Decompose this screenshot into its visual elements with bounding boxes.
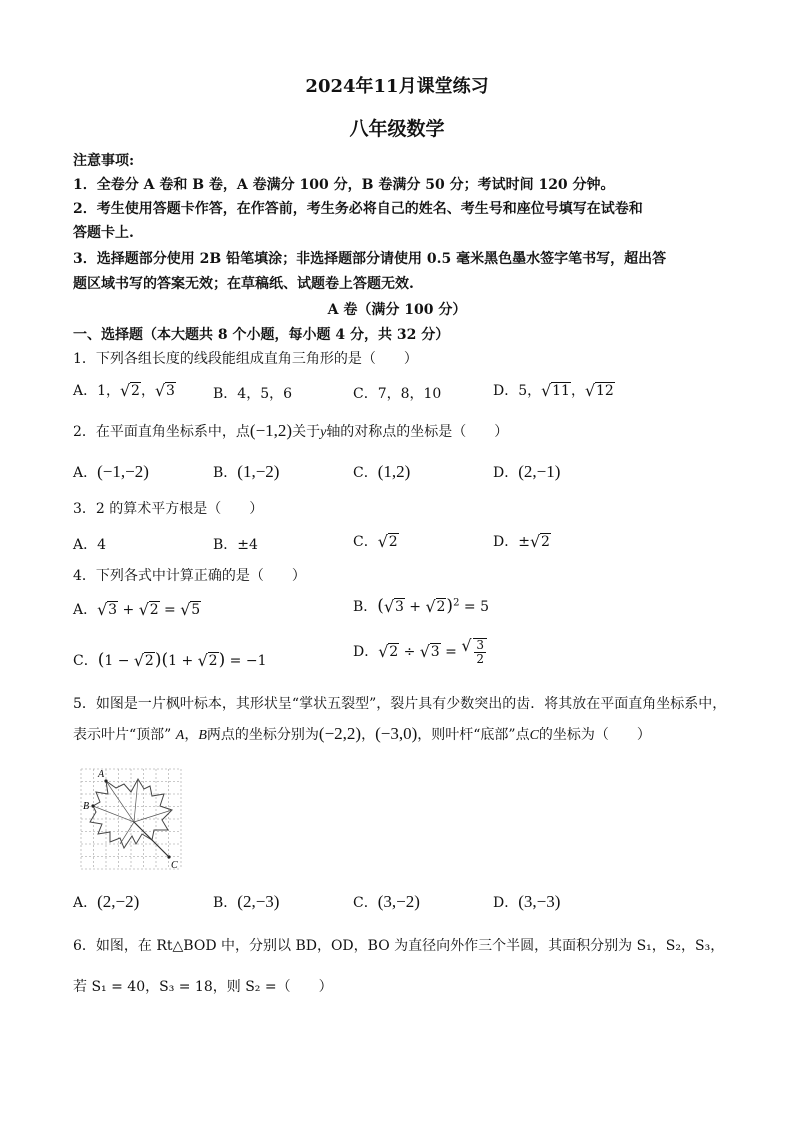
maple-leaf-figure — [76, 764, 186, 874]
label-a: A — [98, 769, 105, 780]
q1-option-a: A．1，√ 2，√ 3 — [73, 380, 176, 400]
question-5-line1: 5．如图是一片枫叶标本，其形状呈“掌状五裂型”，裂片具有少数突出的齿．将其放在平面直角坐标系中， — [73, 696, 727, 712]
q4-option-d: D．√ 2 ÷ √ 3 = √ $\frac{3}{2}$ — [353, 638, 487, 666]
page-subtitle: 八年级数学 — [349, 118, 445, 140]
point-b — [91, 804, 94, 807]
label-c: C — [171, 860, 178, 871]
q2-option-a: A．(−1,−2) — [73, 462, 149, 481]
q3-option-b: B．±4 — [213, 537, 258, 553]
question-3-stem: 3．2 的算术平方根是（ ） — [73, 501, 264, 517]
q1-option-d: D．5，√ 11，√ 12 — [493, 380, 615, 400]
q3-option-a: A．4 — [73, 537, 107, 553]
question-5-line2: 表示叶片“顶部” A，B两点的坐标分别为(−2,2)，(−3,0)，则叶杆“底部”点C的坐标为（ ） — [73, 724, 651, 743]
q1-option-b: B．4，5，6 — [213, 386, 293, 402]
point-a — [104, 779, 107, 782]
label-b: B — [83, 801, 90, 812]
q2-option-d: D．(2,−1) — [493, 462, 561, 481]
q4-option-b: B．(√ 3 + √ 2)$^2$ = 5 — [353, 596, 489, 616]
page-title: 2024年11月课堂练习 — [305, 76, 489, 97]
notice-item: 1．全卷分 A 卷和 B 卷，A 卷满分 100 分，B 卷满分 50 分；考试时间 120 分钟。 — [73, 177, 615, 193]
question-6-line1: 6．如图，在 Rt△BOD 中，分别以 BD，OD，BO 为直径向外作三个半圆，其面积分别为 S₁，S₂，S₃， — [73, 938, 725, 954]
part-heading: 一、选择题（本大题共 8 个小题，每小题 4 分，共 32 分） — [73, 327, 450, 343]
question-2-stem: 2．在平面直角坐标系中，点(−1,2)关于y轴的对称点的坐标是（ ） — [73, 421, 509, 440]
q3-option-d: D．±√ 2 — [493, 531, 551, 551]
q4-option-a: A．√ 3 + √ 2 = √ 5 — [73, 599, 201, 619]
question-6-line2: 若 S₁ = 40，S₃ = 18，则 S₂ =（ ） — [73, 979, 333, 995]
q5-option-b: B．(2,−3) — [213, 892, 280, 911]
q3-option-c: C．√ 2 — [353, 531, 399, 551]
q1-option-c: C．7，8，10 — [353, 386, 442, 402]
point-c — [167, 855, 170, 858]
section-a-title: A 卷（满分 100 分） — [327, 302, 467, 318]
q5-option-c: C．(3,−2) — [353, 892, 420, 911]
notice-item: 答题卡上. — [73, 225, 134, 241]
question-4-stem: 4．下列各式中计算正确的是（ ） — [73, 568, 306, 584]
q2-option-b: B．(1,−2) — [213, 462, 280, 481]
notice-item: 题区域书写的答案无效；在草稿纸、试题卷上答题无效. — [73, 276, 414, 292]
question-1-stem: 1．下列各组长度的线段能组成直角三角形的是（ ） — [73, 351, 418, 367]
q5-option-a: A．(2,−2) — [73, 892, 140, 911]
notice-item: 2．考生使用答题卡作答，在作答前，考生务必将自己的姓名、考生号和座位号填写在试卷和 — [73, 201, 643, 217]
q5-option-d: D．(3,−3) — [493, 892, 561, 911]
q2-option-c: C．(1,2) — [353, 462, 411, 481]
notice-item: 3．选择题部分使用 2B 铅笔填涂；非选择题部分请使用 0.5 毫米黑色墨水签字笔书写，超出答 — [73, 251, 667, 267]
q4-option-c: C．(1 − √ 2)(1 + √ 2) = −1 — [73, 650, 266, 670]
notice-heading: 注意事项: — [73, 153, 135, 169]
